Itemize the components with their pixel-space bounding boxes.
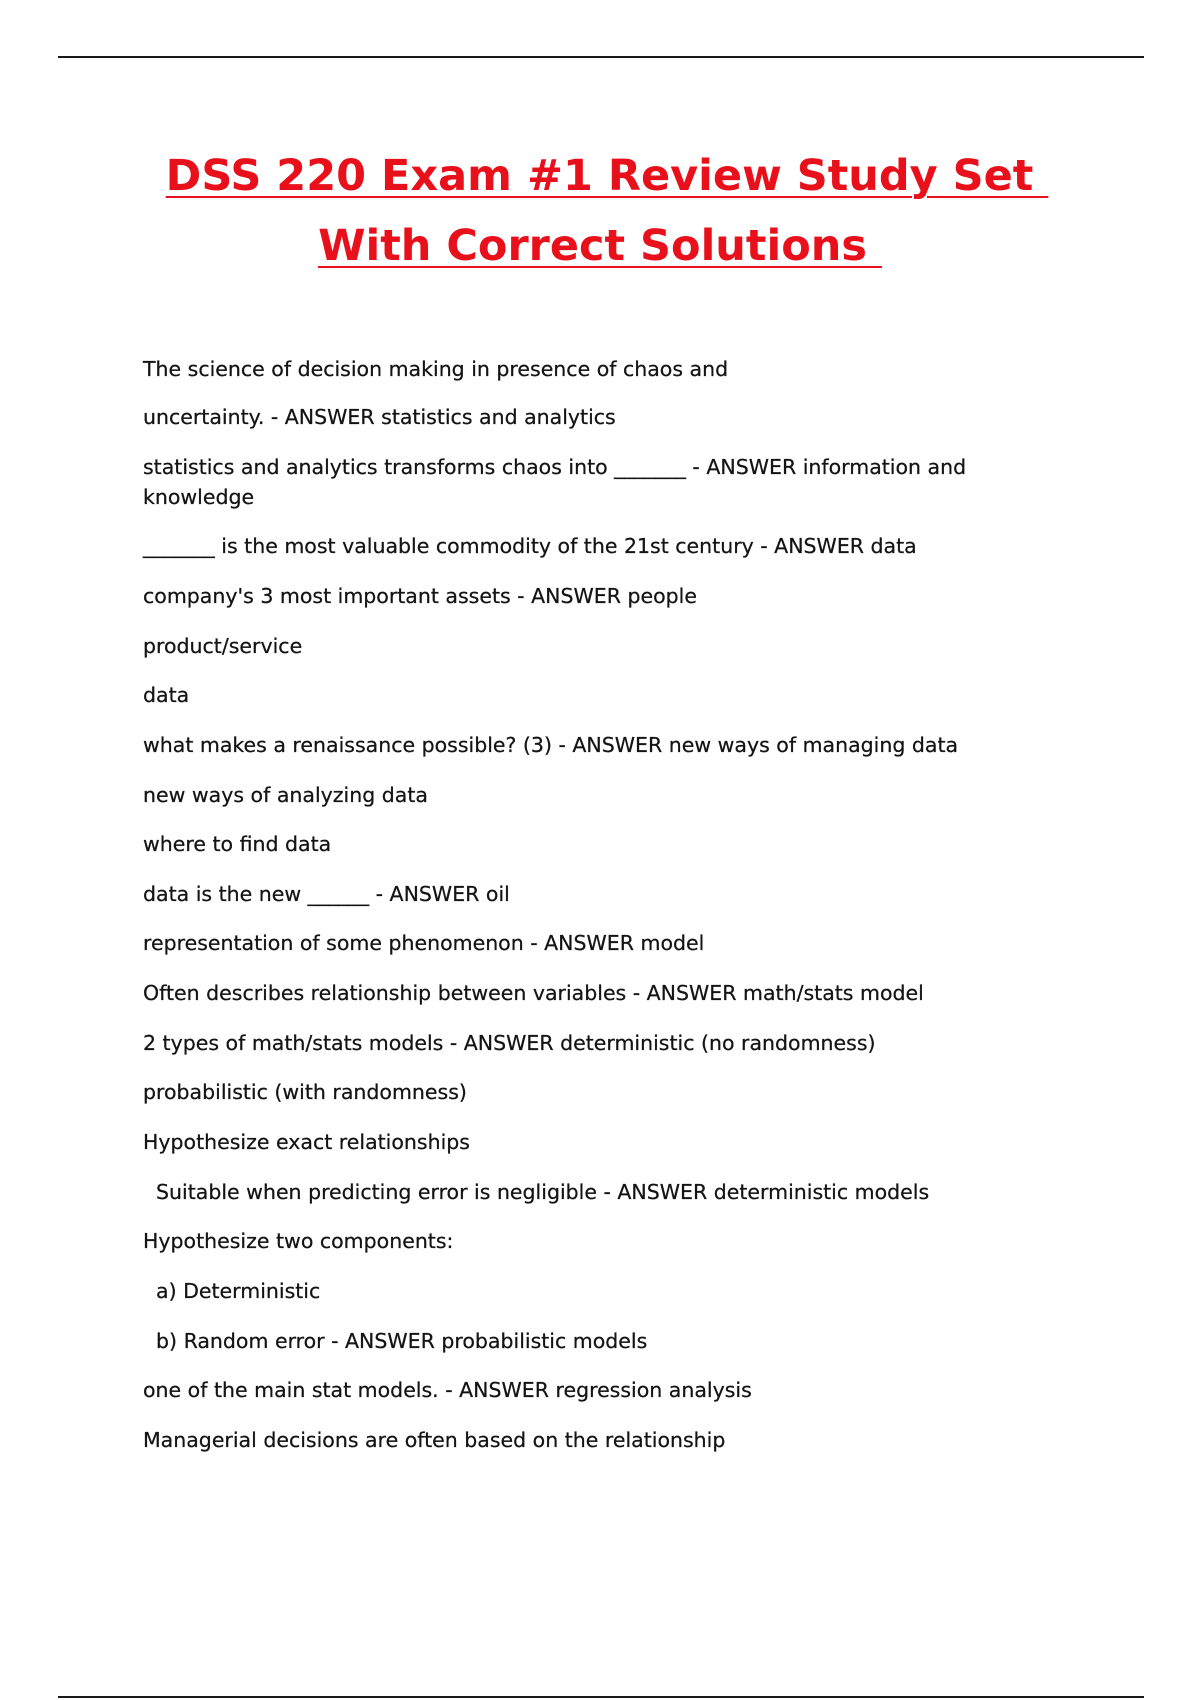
text-line: data is the new ______ - ANSWER oil — [143, 882, 510, 906]
header-rule — [58, 56, 1144, 58]
text-line: where to find data — [143, 832, 332, 856]
text-line: uncertainty. - ANSWER statistics and analytics — [143, 405, 616, 429]
text-line: a) Deterministic — [143, 1279, 321, 1303]
text-line: The science of decision making in presence of chaos and — [143, 357, 729, 381]
text-line: Managerial decisions are often based on the relationship — [143, 1428, 726, 1452]
text-line: Suitable when predicting error is negligible - ANSWER deterministic models — [143, 1180, 930, 1204]
document-title — [0, 148, 1200, 274]
text-line: 2 types of math/stats models - ANSWER deterministic (no randomness) — [143, 1031, 876, 1055]
text-line: statistics and analytics transforms chaos into _______ - ANSWER information and knowledge — [143, 455, 973, 509]
text-line: data — [143, 683, 190, 707]
text-line: Often describes relationship between variables - ANSWER math/stats model — [143, 981, 924, 1005]
text-line: product/service — [143, 634, 303, 658]
text-line: probabilistic (with randomness) — [143, 1080, 467, 1104]
text-line: representation of some phenomenon - ANSWER model — [143, 931, 705, 955]
text-line: _______ is the most valuable commodity of the 21st century - ANSWER data — [143, 534, 917, 558]
title-line-1: DSS 220 Exam #1 Review Study Set — [165, 151, 1049, 201]
text-line: what makes a renaissance possible? (3) - ANSWER new ways of managing data — [143, 733, 959, 757]
text-line: b) Random error - ANSWER probabilistic models — [143, 1329, 648, 1353]
title-line-2: With Correct Solutions — [318, 221, 882, 271]
text-line: company's 3 most important assets - ANSWER people — [143, 584, 697, 608]
text-line: one of the main stat models. - ANSWER regression analysis — [143, 1378, 752, 1402]
footer-rule — [58, 1696, 1144, 1698]
text-line: new ways of analyzing data — [143, 783, 428, 807]
text-line: Hypothesize two components: — [143, 1229, 454, 1253]
text-line: Hypothesize exact relationships — [143, 1130, 470, 1154]
